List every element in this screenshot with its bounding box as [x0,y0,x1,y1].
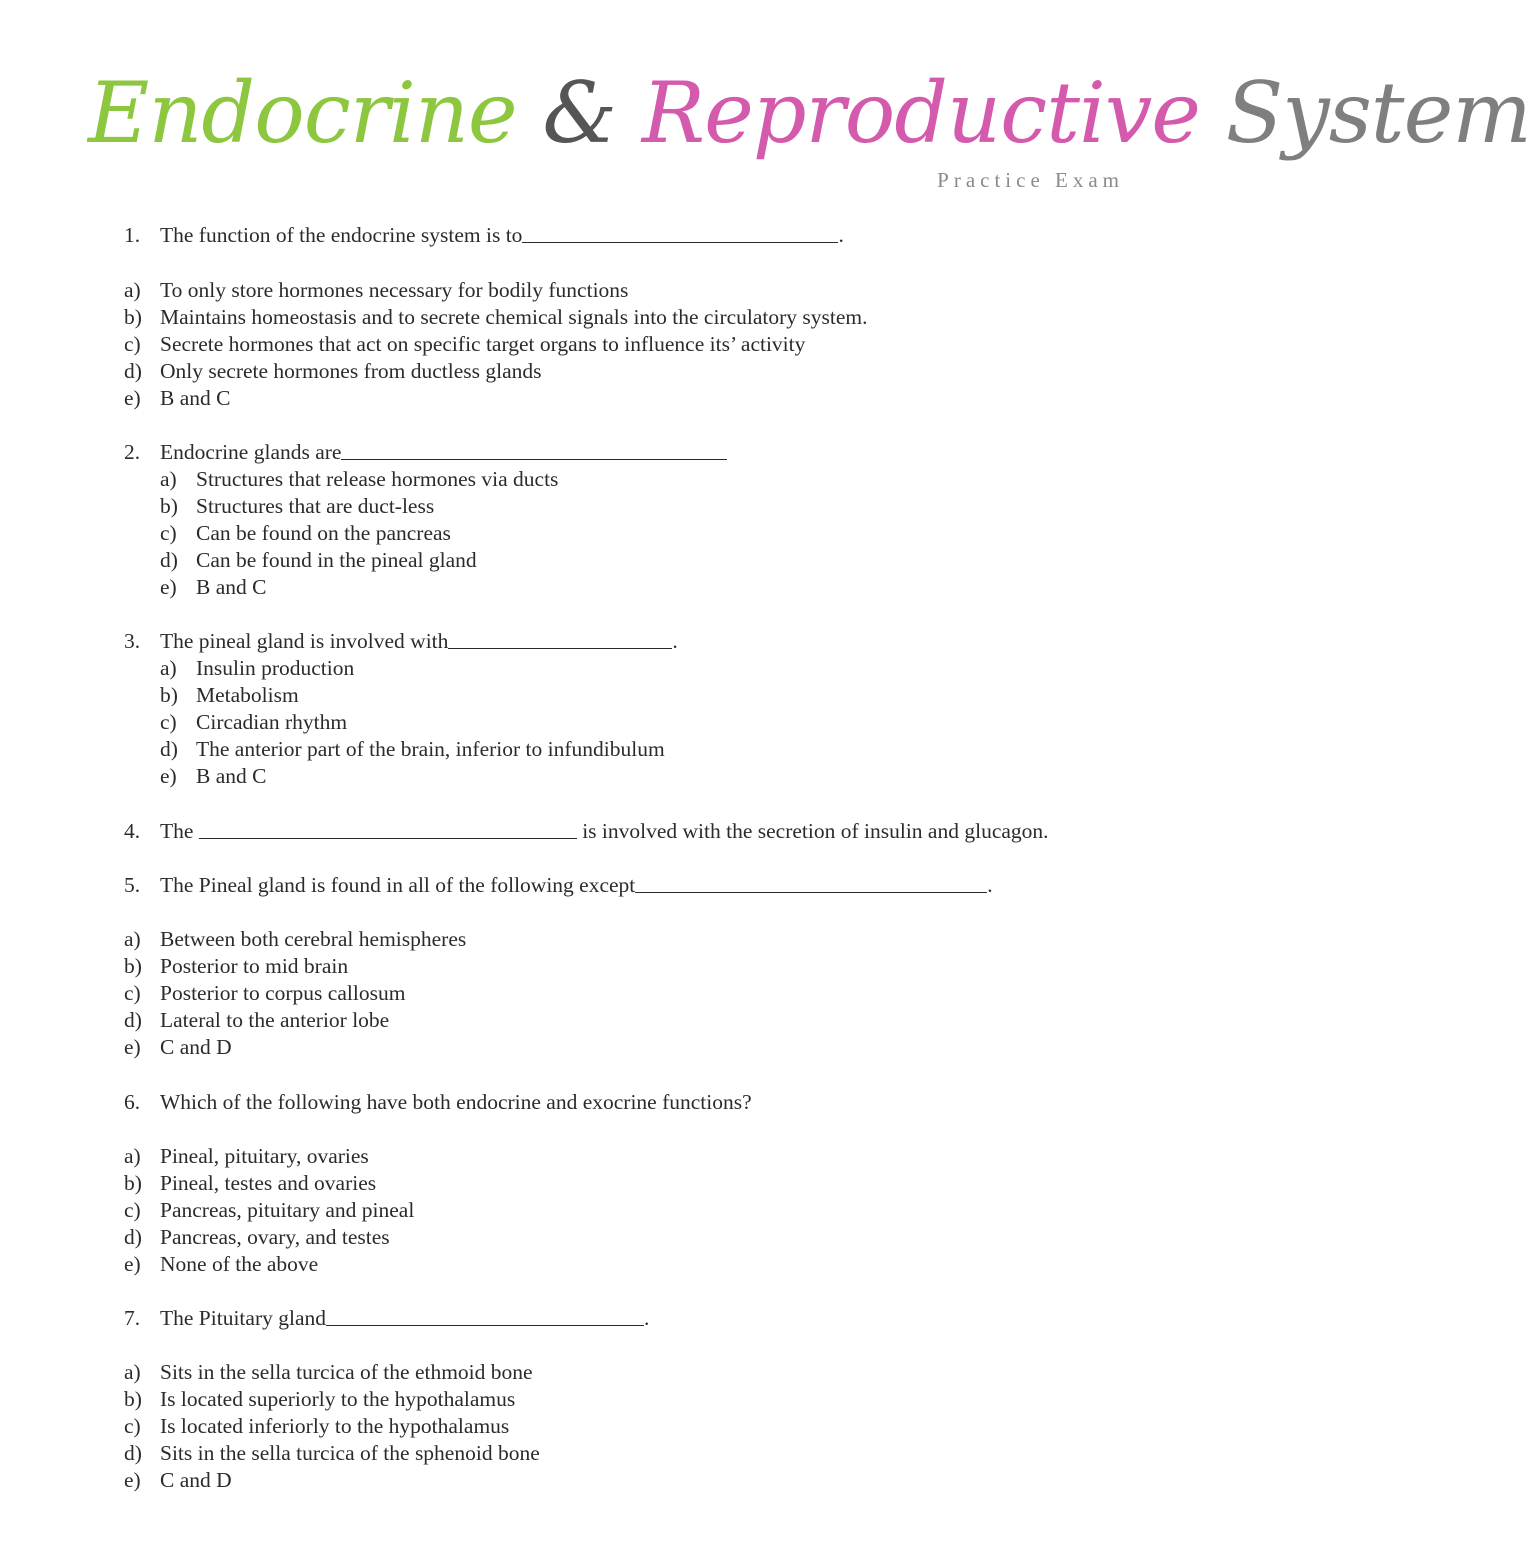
option-d[interactable] [124,1440,540,1467]
option-letter: a) [160,467,177,491]
option-a[interactable] [124,1359,540,1386]
option-b[interactable] [160,682,665,709]
question-6-options [124,1143,414,1278]
question-number: 3. [124,629,141,653]
option-letter: d) [124,359,142,383]
option-text: Sits in the sella turcica of the sphenoid bone [160,1441,540,1465]
option-letter: d) [160,548,178,572]
answer-blank[interactable] [341,439,727,460]
option-text: Can be found on the pancreas [196,521,451,545]
option-text: B and C [196,575,267,599]
question-text: Endocrine glands are [160,440,342,464]
option-letter: c) [124,1198,141,1222]
option-b[interactable] [124,1386,540,1413]
option-letter: a) [124,278,141,302]
option-text: Sits in the sella turcica of the ethmoid bone [160,1360,533,1384]
option-a[interactable] [160,466,558,493]
option-text: Can be found in the pineal gland [196,548,477,572]
option-text: Secrete hormones that act on specific target organs to influence its’ activity [160,332,806,356]
option-c[interactable] [160,520,558,547]
title-word-system: System [1225,64,1531,162]
question-7 [124,1305,649,1332]
option-letter: e) [124,1035,141,1059]
option-letter: d) [160,737,178,761]
question-number: 5. [124,873,141,897]
option-text: Circadian rhythm [196,710,348,734]
option-d[interactable] [160,547,558,574]
option-a[interactable] [124,926,466,953]
option-letter: c) [124,332,141,356]
option-d[interactable] [124,358,868,385]
title-ampersand: & [542,64,617,162]
option-text: B and C [196,764,267,788]
question-3-options [160,655,665,790]
question-number: 4. [124,819,141,843]
answer-blank[interactable] [448,628,672,649]
option-e[interactable] [124,1034,466,1061]
option-b[interactable] [124,1170,414,1197]
question-text: The [160,819,199,843]
option-text: None of the above [160,1252,319,1276]
option-c[interactable] [124,980,466,1007]
option-d[interactable] [124,1224,414,1251]
option-letter: a) [124,1144,141,1168]
question-number: 2. [124,440,141,464]
option-letter: e) [124,1252,141,1276]
option-b[interactable] [124,304,868,331]
question-1 [124,222,844,249]
question-text: The Pineal gland is found in all of the following except [160,873,636,897]
question-4 [124,818,1049,845]
title-word-reproductive: Reproductive [641,64,1200,162]
option-text: Is located inferiorly to the hypothalamus [160,1414,510,1438]
option-letter: d) [124,1441,142,1465]
option-letter: d) [124,1008,142,1032]
option-letter: b) [124,1171,142,1195]
question-5-options [124,926,466,1061]
option-text: Structures that are duct-less [196,494,435,518]
option-letter: b) [124,305,142,329]
option-letter: e) [124,1468,141,1492]
option-e[interactable] [124,1467,540,1494]
answer-blank[interactable] [635,872,987,893]
option-text: Insulin production [196,656,355,680]
option-c[interactable] [160,709,665,736]
option-d[interactable] [124,1007,466,1034]
question-text: The pineal gland is involved with [160,629,449,653]
option-a[interactable] [160,655,665,682]
question-6 [124,1089,752,1116]
question-7-options [124,1359,540,1494]
question-1-options [124,277,868,412]
option-letter: b) [160,683,178,707]
question-number: 1. [124,223,141,247]
option-letter: c) [124,1414,141,1438]
question-text: The Pituitary gland [160,1306,326,1330]
option-text: The anterior part of the brain, inferior to infundibulum [196,737,665,761]
answer-blank[interactable] [326,1305,644,1326]
option-text: Between both cerebral hemispheres [160,927,467,951]
question-text-end: . [672,629,678,653]
option-d[interactable] [160,736,665,763]
option-text: To only store hormones necessary for bodily functions [160,278,629,302]
option-text: Only secrete hormones from ductless glands [160,359,542,383]
question-5 [124,872,993,899]
option-letter: d) [124,1225,142,1249]
option-letter: e) [160,764,177,788]
option-text: Posterior to mid brain [160,954,349,978]
option-letter: a) [124,1360,141,1384]
option-text: Maintains homeostasis and to secrete chemical signals into the circulatory system. [160,305,868,329]
page-title [88,48,1531,178]
option-text: Is located superiorly to the hypothalamus [160,1387,516,1411]
title-word-endocrine: Endocrine [88,64,517,162]
page-subtitle: Practice Exam [937,168,1124,192]
option-text: Pancreas, ovary, and testes [160,1225,390,1249]
option-text: Metabolism [196,683,299,707]
option-e[interactable] [160,763,665,790]
option-c[interactable] [124,1413,540,1440]
option-text: Pineal, testes and ovaries [160,1171,377,1195]
answer-blank[interactable] [522,222,838,243]
question-text-end: is involved with the secretion of insulin and glucagon. [576,819,1049,843]
option-letter: e) [124,386,141,410]
question-2 [124,439,727,466]
option-text: Lateral to the anterior lobe [160,1008,390,1032]
answer-blank[interactable] [199,818,577,839]
option-text: Posterior to corpus callosum [160,981,406,1005]
option-text: Pancreas, pituitary and pineal [160,1198,415,1222]
option-c[interactable] [124,331,868,358]
option-a[interactable] [124,277,868,304]
question-text: Which of the following have both endocrine and exocrine functions? [160,1090,752,1114]
option-b[interactable] [124,953,466,980]
question-text-end: . [987,873,993,897]
question-text-end: . [838,223,844,247]
question-text-end: . [644,1306,650,1330]
question-3 [124,628,678,655]
option-letter: c) [160,521,177,545]
option-a[interactable] [124,1143,414,1170]
option-letter: c) [124,981,141,1005]
option-e[interactable] [124,1251,414,1278]
option-text: C and D [160,1468,232,1492]
option-b[interactable] [160,493,558,520]
option-e[interactable] [124,385,868,412]
option-text: Structures that release hormones via ducts [196,467,559,491]
question-text: The function of the endocrine system is to [160,223,523,247]
option-letter: c) [160,710,177,734]
option-c[interactable] [124,1197,414,1224]
option-text: Pineal, pituitary, ovaries [160,1144,369,1168]
option-letter: b) [124,954,142,978]
question-number: 6. [124,1090,141,1114]
option-letter: a) [124,927,141,951]
option-letter: b) [124,1387,142,1411]
option-letter: a) [160,656,177,680]
option-text: C and D [160,1035,232,1059]
question-2-options [160,466,558,601]
option-e[interactable] [160,574,558,601]
option-letter: b) [160,494,178,518]
option-letter: e) [160,575,177,599]
question-number: 7. [124,1306,141,1330]
option-text: B and C [160,386,231,410]
